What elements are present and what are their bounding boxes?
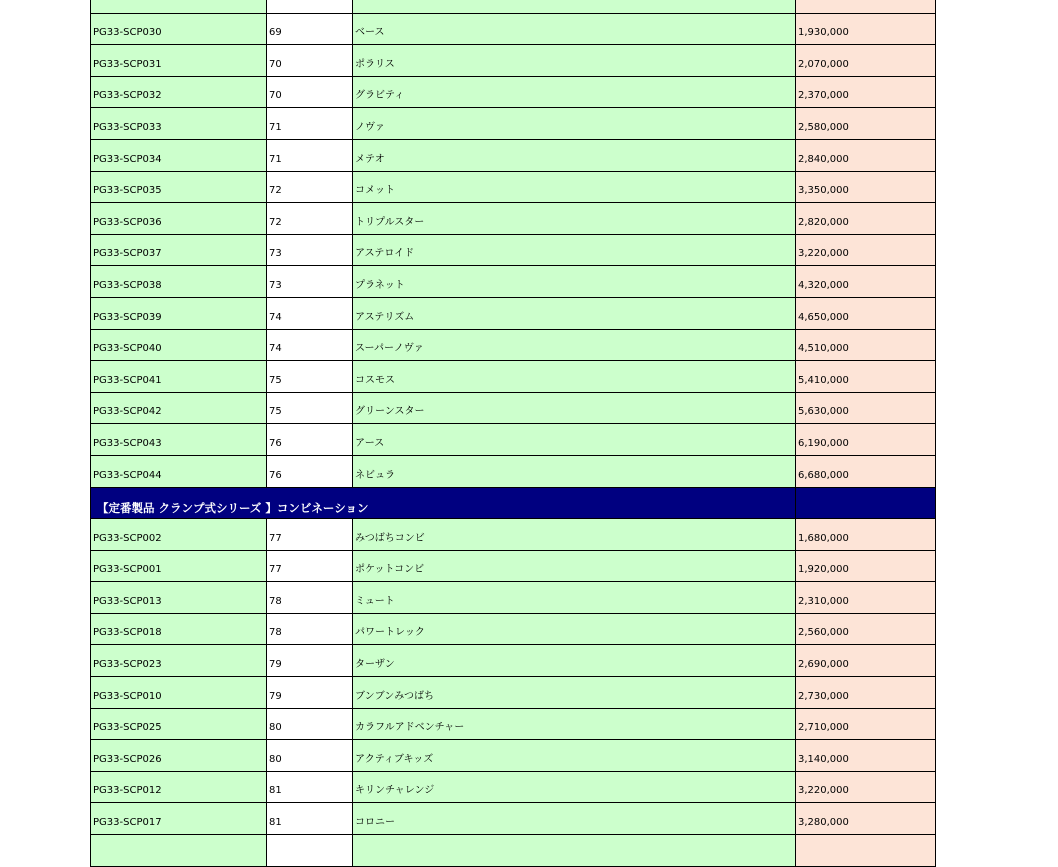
- price-cell[interactable]: 2,310,000: [796, 582, 936, 614]
- product-code-cell[interactable]: PG33-SCP010: [91, 677, 267, 709]
- price-cell[interactable]: 4,320,000: [796, 266, 936, 298]
- product-code-cell[interactable]: PG33-SCP038: [91, 266, 267, 298]
- catalog-page-cell[interactable]: [267, 0, 353, 13]
- catalog-page-cell[interactable]: 73: [267, 234, 353, 266]
- product-name-cell[interactable]: トリプルスター: [353, 203, 796, 235]
- price-cell[interactable]: 1,920,000: [796, 550, 936, 582]
- catalog-page-cell[interactable]: 72: [267, 203, 353, 235]
- catalog-page-cell[interactable]: 74: [267, 297, 353, 329]
- product-name-cell[interactable]: スーパーノヴァ: [353, 329, 796, 361]
- product-name-cell[interactable]: アース: [353, 424, 796, 456]
- table-row[interactable]: [91, 108, 936, 140]
- catalog-page-cell[interactable]: 80: [267, 708, 353, 740]
- product-code-cell[interactable]: PG33-SCP040: [91, 329, 267, 361]
- catalog-page-cell[interactable]: 71: [267, 139, 353, 171]
- price-cell[interactable]: 3,140,000: [796, 740, 936, 772]
- table-row[interactable]: [91, 835, 936, 867]
- product-code-cell[interactable]: PG33-SCP035: [91, 171, 267, 203]
- product-name-cell[interactable]: [353, 0, 796, 13]
- catalog-page-cell[interactable]: 81: [267, 803, 353, 835]
- product-name-cell[interactable]: グラビティ: [353, 76, 796, 108]
- table-row[interactable]: [91, 613, 936, 645]
- price-cell[interactable]: 6,190,000: [796, 424, 936, 456]
- product-code-cell[interactable]: PG33-SCP023: [91, 645, 267, 677]
- product-name-cell[interactable]: プラネット: [353, 266, 796, 298]
- price-cell[interactable]: 2,560,000: [796, 613, 936, 645]
- catalog-page-cell[interactable]: 79: [267, 677, 353, 709]
- product-name-cell[interactable]: アステロイド: [353, 234, 796, 266]
- product-code-cell[interactable]: PG33-SCP039: [91, 297, 267, 329]
- table-row[interactable]: [91, 13, 936, 45]
- product-code-cell[interactable]: PG33-SCP017: [91, 803, 267, 835]
- price-cell[interactable]: 3,280,000: [796, 803, 936, 835]
- catalog-page-cell[interactable]: 75: [267, 361, 353, 393]
- catalog-page-cell[interactable]: [267, 835, 353, 867]
- catalog-page-cell[interactable]: 76: [267, 455, 353, 487]
- table-row[interactable]: [91, 76, 936, 108]
- product-code-cell[interactable]: PG33-SCP033: [91, 108, 267, 140]
- table-row[interactable]: [91, 392, 936, 424]
- product-code-cell[interactable]: PG33-SCP026: [91, 740, 267, 772]
- price-cell[interactable]: 1,930,000: [796, 13, 936, 45]
- table-row[interactable]: [91, 424, 936, 456]
- price-cell[interactable]: 6,680,000: [796, 455, 936, 487]
- product-code-cell[interactable]: PG33-SCP018: [91, 613, 267, 645]
- table-row[interactable]: [91, 803, 936, 835]
- price-cell[interactable]: 2,370,000: [796, 76, 936, 108]
- price-cell[interactable]: 5,630,000: [796, 392, 936, 424]
- table-row[interactable]: [91, 266, 936, 298]
- section-title[interactable]: 【定番製品 クランプ式シリーズ 】コンビネーション: [91, 487, 796, 519]
- product-code-cell[interactable]: PG33-SCP013: [91, 582, 267, 614]
- product-code-cell[interactable]: PG33-SCP030: [91, 13, 267, 45]
- product-name-cell[interactable]: ターザン: [353, 645, 796, 677]
- product-code-cell[interactable]: PG33-SCP037: [91, 234, 267, 266]
- catalog-page-cell[interactable]: 76: [267, 424, 353, 456]
- product-name-cell[interactable]: コメット: [353, 171, 796, 203]
- price-cell[interactable]: 2,820,000: [796, 203, 936, 235]
- table-row[interactable]: [91, 329, 936, 361]
- product-name-cell[interactable]: メテオ: [353, 139, 796, 171]
- price-cell[interactable]: 2,840,000: [796, 139, 936, 171]
- price-cell[interactable]: [796, 835, 936, 867]
- table-row[interactable]: [91, 645, 936, 677]
- price-cell[interactable]: [796, 0, 936, 13]
- table-row[interactable]: [91, 708, 936, 740]
- table-row[interactable]: [91, 740, 936, 772]
- product-name-cell[interactable]: みつばちコンビ: [353, 519, 796, 551]
- product-name-cell[interactable]: アクティブキッズ: [353, 740, 796, 772]
- product-name-cell[interactable]: グリーンスター: [353, 392, 796, 424]
- table-row[interactable]: [91, 234, 936, 266]
- catalog-page-cell[interactable]: 78: [267, 613, 353, 645]
- product-name-cell[interactable]: キリンチャレンジ: [353, 771, 796, 803]
- price-list-sheet: [90, 0, 936, 867]
- catalog-page-cell[interactable]: 79: [267, 645, 353, 677]
- product-code-cell[interactable]: PG33-SCP002: [91, 519, 267, 551]
- price-cell[interactable]: 1,680,000: [796, 519, 936, 551]
- catalog-page-cell[interactable]: 74: [267, 329, 353, 361]
- product-code-cell[interactable]: PG33-SCP031: [91, 45, 267, 77]
- table-row[interactable]: [91, 582, 936, 614]
- catalog-page-cell[interactable]: 80: [267, 740, 353, 772]
- section-header-row[interactable]: [91, 487, 936, 519]
- product-name-cell[interactable]: パワートレック: [353, 613, 796, 645]
- price-cell[interactable]: 2,580,000: [796, 108, 936, 140]
- catalog-page-cell[interactable]: 70: [267, 45, 353, 77]
- product-code-cell[interactable]: PG33-SCP025: [91, 708, 267, 740]
- catalog-page-cell[interactable]: 77: [267, 550, 353, 582]
- table-row[interactable]: [91, 45, 936, 77]
- catalog-page-cell[interactable]: 73: [267, 266, 353, 298]
- table-row[interactable]: [91, 139, 936, 171]
- product-code-cell[interactable]: PG33-SCP042: [91, 392, 267, 424]
- product-code-cell[interactable]: PG33-SCP001: [91, 550, 267, 582]
- price-cell[interactable]: 5,410,000: [796, 361, 936, 393]
- product-name-cell[interactable]: ブンブンみつばち: [353, 677, 796, 709]
- sheet-body: [91, 0, 936, 866]
- price-cell[interactable]: 3,220,000: [796, 234, 936, 266]
- product-code-cell[interactable]: PG33-SCP044: [91, 455, 267, 487]
- table-row[interactable]: [91, 771, 936, 803]
- product-name-cell[interactable]: コスモス: [353, 361, 796, 393]
- table-row[interactable]: [91, 550, 936, 582]
- catalog-page-cell[interactable]: 81: [267, 771, 353, 803]
- price-cell[interactable]: 2,690,000: [796, 645, 936, 677]
- product-code-cell[interactable]: PG33-SCP036: [91, 203, 267, 235]
- section-header-blank-cell[interactable]: [796, 487, 936, 519]
- catalog-page-cell[interactable]: 69: [267, 13, 353, 45]
- catalog-page-cell[interactable]: 72: [267, 171, 353, 203]
- product-code-cell[interactable]: PG33-SCP012: [91, 771, 267, 803]
- price-cell[interactable]: 2,070,000: [796, 45, 936, 77]
- product-code-cell[interactable]: PG33-SCP032: [91, 76, 267, 108]
- product-code-cell[interactable]: PG33-SCP043: [91, 424, 267, 456]
- product-name-cell[interactable]: ベース: [353, 13, 796, 45]
- table-row[interactable]: [91, 171, 936, 203]
- price-cell[interactable]: 4,650,000: [796, 297, 936, 329]
- product-name-cell[interactable]: ポケットコンビ: [353, 550, 796, 582]
- table-row[interactable]: [91, 0, 936, 13]
- product-name-cell[interactable]: アステリズム: [353, 297, 796, 329]
- table-row[interactable]: [91, 297, 936, 329]
- price-cell[interactable]: 3,350,000: [796, 171, 936, 203]
- product-code-cell[interactable]: PG33-SCP034: [91, 139, 267, 171]
- price-cell[interactable]: 4,510,000: [796, 329, 936, 361]
- table-row[interactable]: [91, 203, 936, 235]
- product-name-cell[interactable]: ネビュラ: [353, 455, 796, 487]
- product-code-cell[interactable]: PG33-SCP041: [91, 361, 267, 393]
- product-name-cell[interactable]: コロニー: [353, 803, 796, 835]
- catalog-page-cell[interactable]: 71: [267, 108, 353, 140]
- table-row[interactable]: [91, 455, 936, 487]
- product-name-cell[interactable]: [353, 835, 796, 867]
- catalog-page-cell[interactable]: 70: [267, 76, 353, 108]
- catalog-page-cell[interactable]: 75: [267, 392, 353, 424]
- product-code-cell[interactable]: [91, 835, 267, 867]
- product-code-cell[interactable]: [91, 0, 267, 13]
- product-name-cell[interactable]: ポラリス: [353, 45, 796, 77]
- catalog-page-cell[interactable]: 78: [267, 582, 353, 614]
- price-cell[interactable]: 2,710,000: [796, 708, 936, 740]
- table-row[interactable]: [91, 677, 936, 709]
- product-name-cell[interactable]: カラフルアドベンチャー: [353, 708, 796, 740]
- product-name-cell[interactable]: ミュート: [353, 582, 796, 614]
- product-name-cell[interactable]: ノヴァ: [353, 108, 796, 140]
- table-row[interactable]: [91, 361, 936, 393]
- price-cell[interactable]: 3,220,000: [796, 771, 936, 803]
- table-row[interactable]: [91, 519, 936, 551]
- price-cell[interactable]: 2,730,000: [796, 677, 936, 709]
- catalog-page-cell[interactable]: 77: [267, 519, 353, 551]
